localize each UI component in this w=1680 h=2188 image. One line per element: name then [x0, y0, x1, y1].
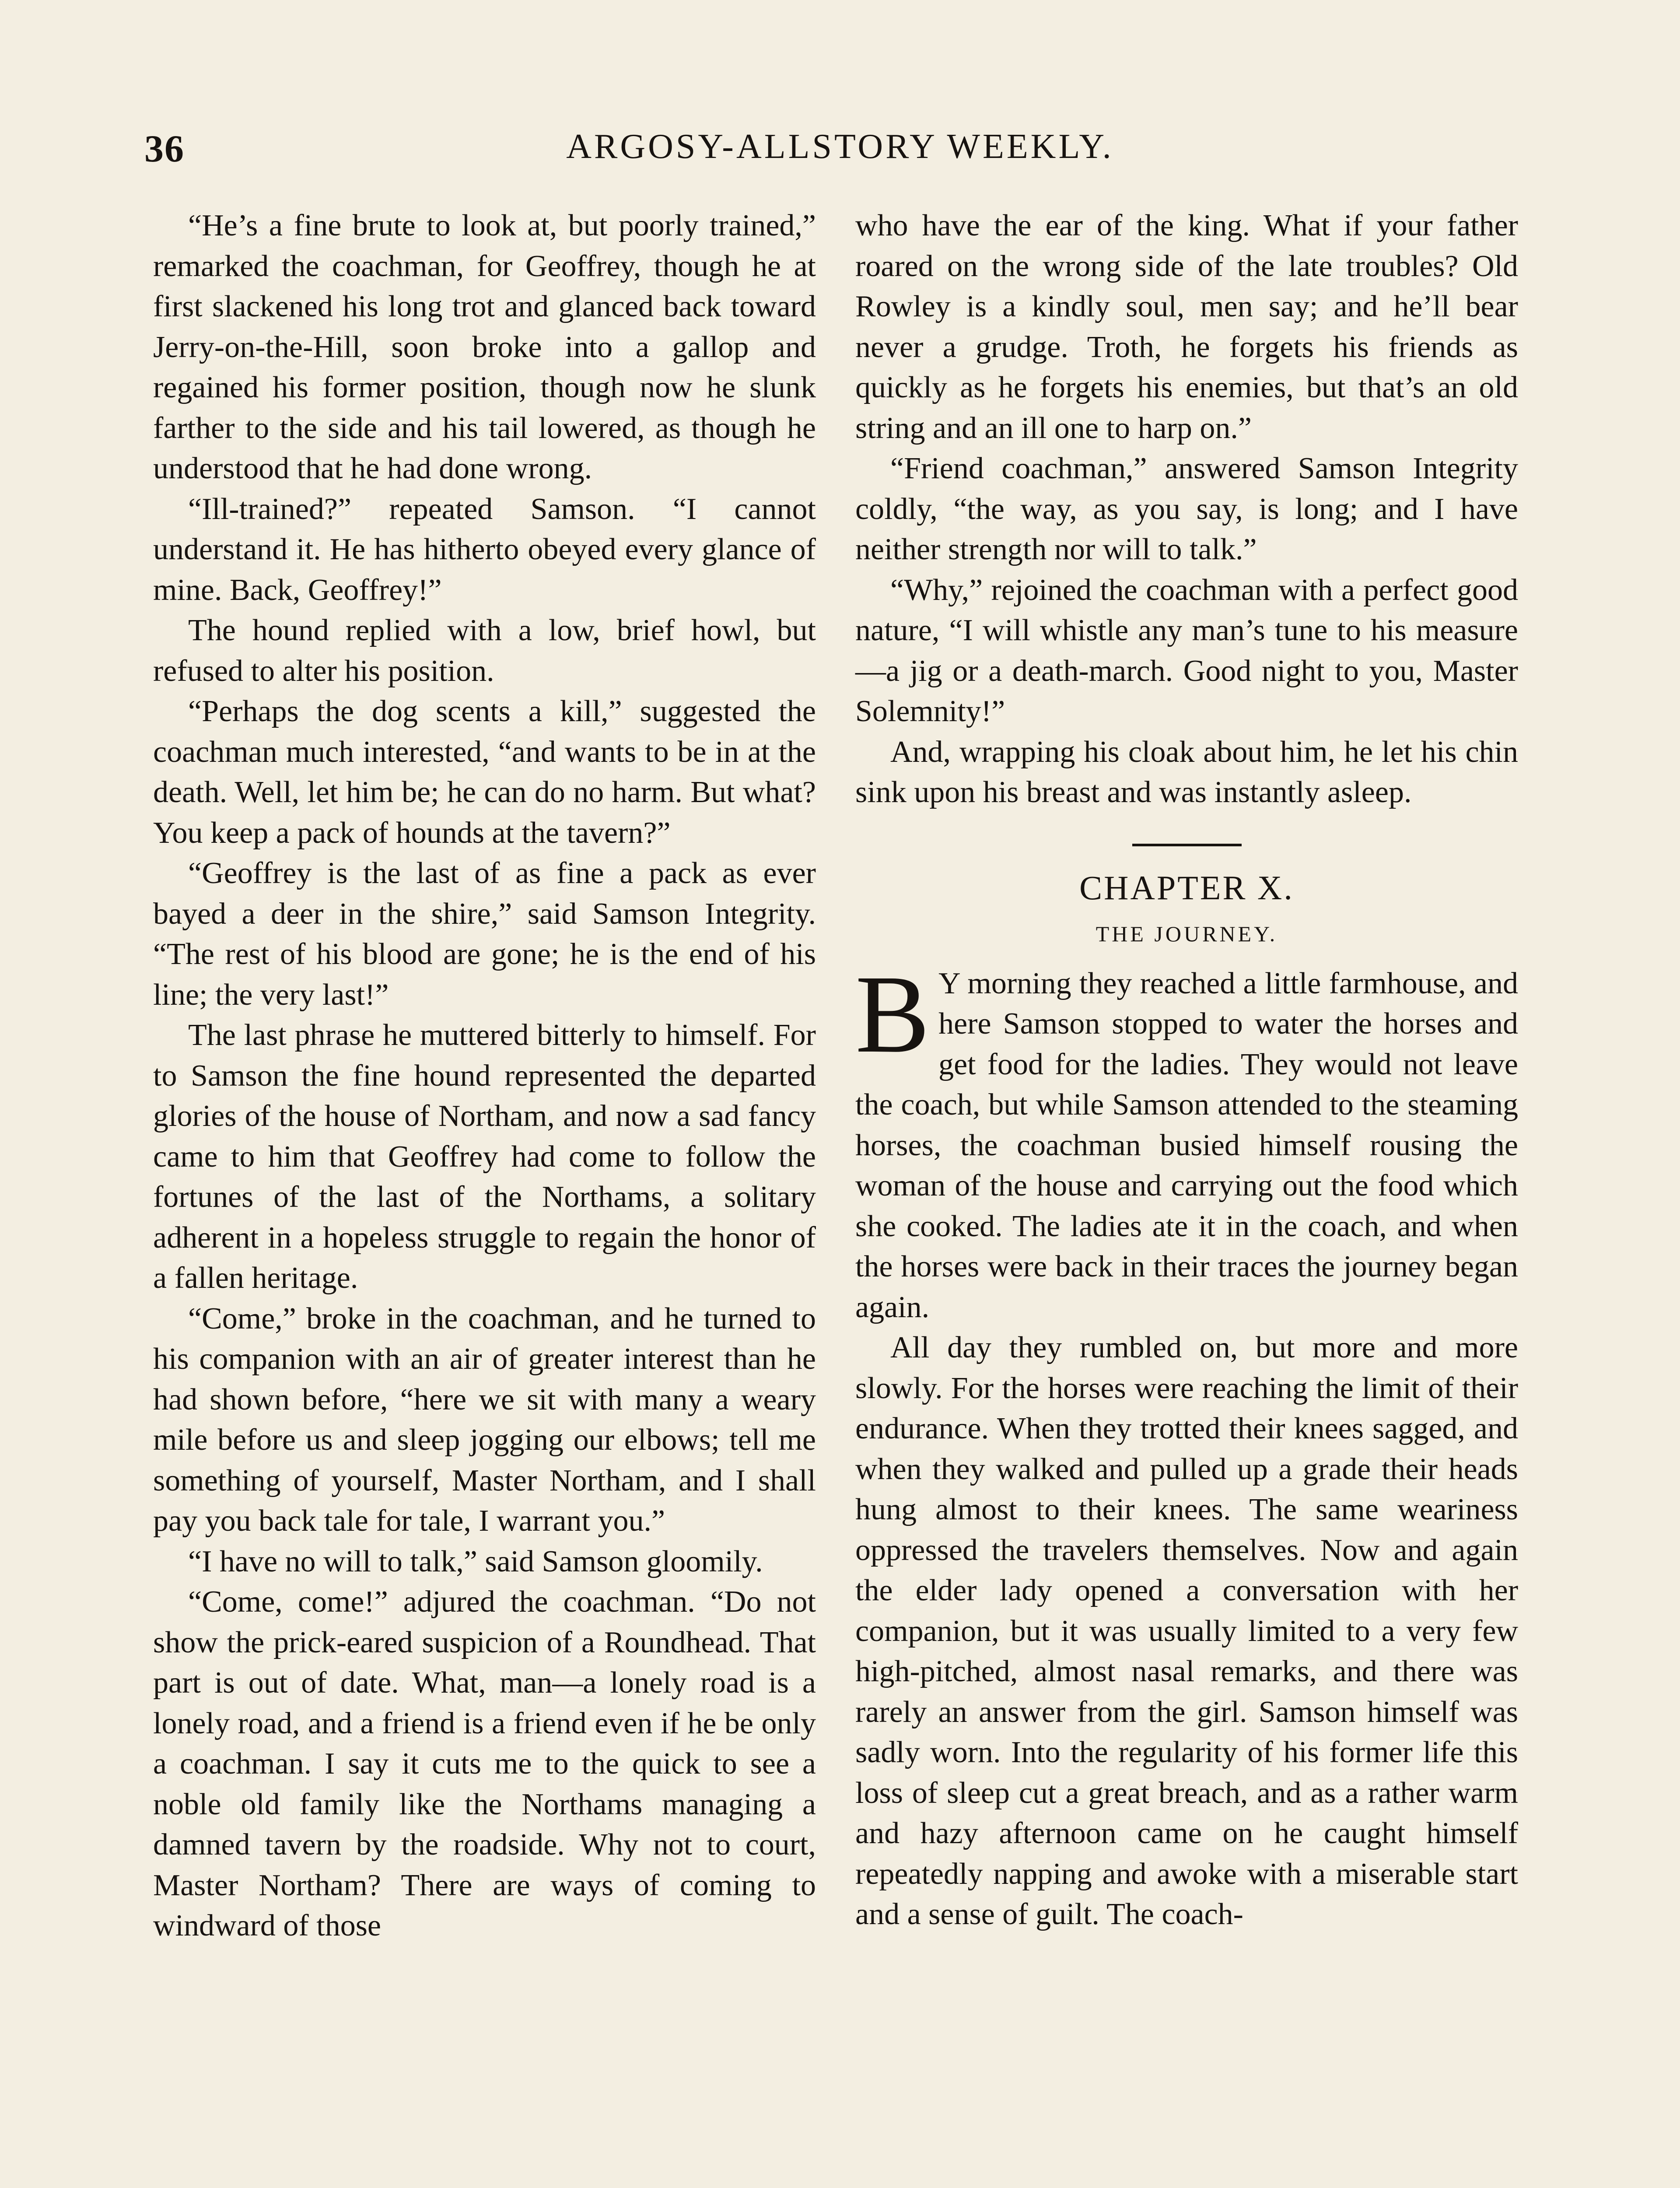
chapter-title: CHAPTER X. — [1079, 868, 1294, 907]
paragraph: “Friend coachman,” answered Samson Integrity coldly, “the way, as you say, is long; and I have neither strength nor will to talk.” — [855, 452, 1518, 566]
paragraph: who have the ear of the king. What if your father roared on the wrong side of the late troubles? Old Rowley is a kindly soul, men say; and he’ll bear never a grudge. Troth, he forgets his friends as quickly as he forgets his enemies, but that’s an old string and an ill one to harp on.” — [855, 209, 1518, 445]
paragraph: “Come, come!” adjured the coachman. “Do not show the prick-eared suspicion of a Roundhead. That part is out of date. What, man—a lonely road is a lonely road, and a friend is a friend even if he be only a coachman. I say it cuts me to the quick to see a noble old family like the Northams managing a damned tavern by the roadside. Why not to court, Master Northam? There are ways of coming to windward of those — [153, 1585, 816, 1943]
paragraph: The last phrase he muttered bitterly to himself. For to Samson the fine hound represented the departed glories of the house of Northam, and now a sad fancy came to him that Geoffrey had come to follow the fortunes of the last of the Northams, a solitary adherent in a hopeless struggle to regain the honor of a fallen heritage. — [153, 1018, 816, 1295]
paragraph: “Ill-trained?” repeated Samson. “I cannot understand it. He has hitherto obeyed every glance of mine. Back, Geoffrey!” — [153, 492, 816, 607]
paragraph: “Perhaps the dog scents a kill,” suggested the coachman much interested, “and wants to be in at the death. Well, let him be; he can do no harm. But what? You keep a pack of hounds at the tavern?” — [153, 694, 816, 850]
section-divider — [1132, 844, 1242, 846]
opening-paragraph-text: Y morning they reached a little farmhouse, and here Samson stopped to water the horses and get food for the ladies. They would not leave the coach, but while Samson attended to the steaming horses, the coachman busied himself rousing the woman of the house and carrying out the food which she cooked. The ladies ate it in the coach, and when the horses were back in their traces the journey began again. — [855, 966, 1518, 1324]
paragraph: “Why,” rejoined the coachman with a perfect good nature, “I will whistle any man’s tune to his measure—a jig or a death-march. Good night to you, Master Solemnity!” — [855, 573, 1518, 728]
right-column — [855, 206, 1518, 1935]
paragraph: The hound replied with a low, brief howl, but refused to alter his position. — [153, 614, 816, 688]
chapter-subtitle: THE JOURNEY. — [1096, 921, 1278, 946]
page-number: 36 — [144, 128, 185, 170]
page-header — [144, 127, 1536, 175]
paragraph: “Geoffrey is the last of as fine a pack as ever bayed a deer in the shire,” said Samson Integrity. “The rest of his blood are gone; he is the end of his line; the very last!” — [153, 856, 816, 1012]
running-head: ARGOSY-ALLSTORY WEEKLY. — [566, 127, 1114, 166]
paragraph: “I have no will to talk,” said Samson gloomily. — [188, 1544, 763, 1578]
opening-paragraph — [855, 952, 1518, 1328]
paragraph: All day they rumbled on, but more and more slowly. For the horses were reaching the limit of their endurance. When they trotted their knees sagged, and when they walked and pulled up a grade their heads hung almost to their knees. The same weariness oppressed the travelers themselves. Now and again the elder lady opened a conversation with her companion, but it was usually limited to a very few high-pitched, almost nasal remarks, and there was rarely an answer from the girl. Samson himself was sadly worn. Into the regularity of his former life this loss of sleep cut a great breach, and as a rather warm and hazy afternoon came on he caught himself repeatedly napping and awoke with a miserable start and a sense of guilt. The coach- — [855, 1331, 1518, 1931]
paragraph: “Come,” broke in the coachman, and he turned to his companion with an air of greater interest than he had shown before, “here we sit with many a weary mile before us and sleep jogging our elbows; tell me something of yourself, Master Northam, and I shall pay you back tale for tale, I warrant you.” — [153, 1301, 816, 1538]
drop-cap: B — [855, 952, 930, 1076]
paragraph: And, wrapping his cloak about him, he let his chin sink upon his breast and was instantly asleep. — [855, 735, 1518, 809]
left-column — [153, 206, 816, 1946]
paragraph: “He’s a fine brute to look at, but poorly trained,” remarked the coachman, for Geoffrey, though he at first slackened his long trot and glanced back toward Jerry-on-the-Hill, soon broke into a gallop and regained his former position, though now he slunk farther to the side and his tail lowered, as though he understood that he had done wrong. — [153, 209, 816, 485]
